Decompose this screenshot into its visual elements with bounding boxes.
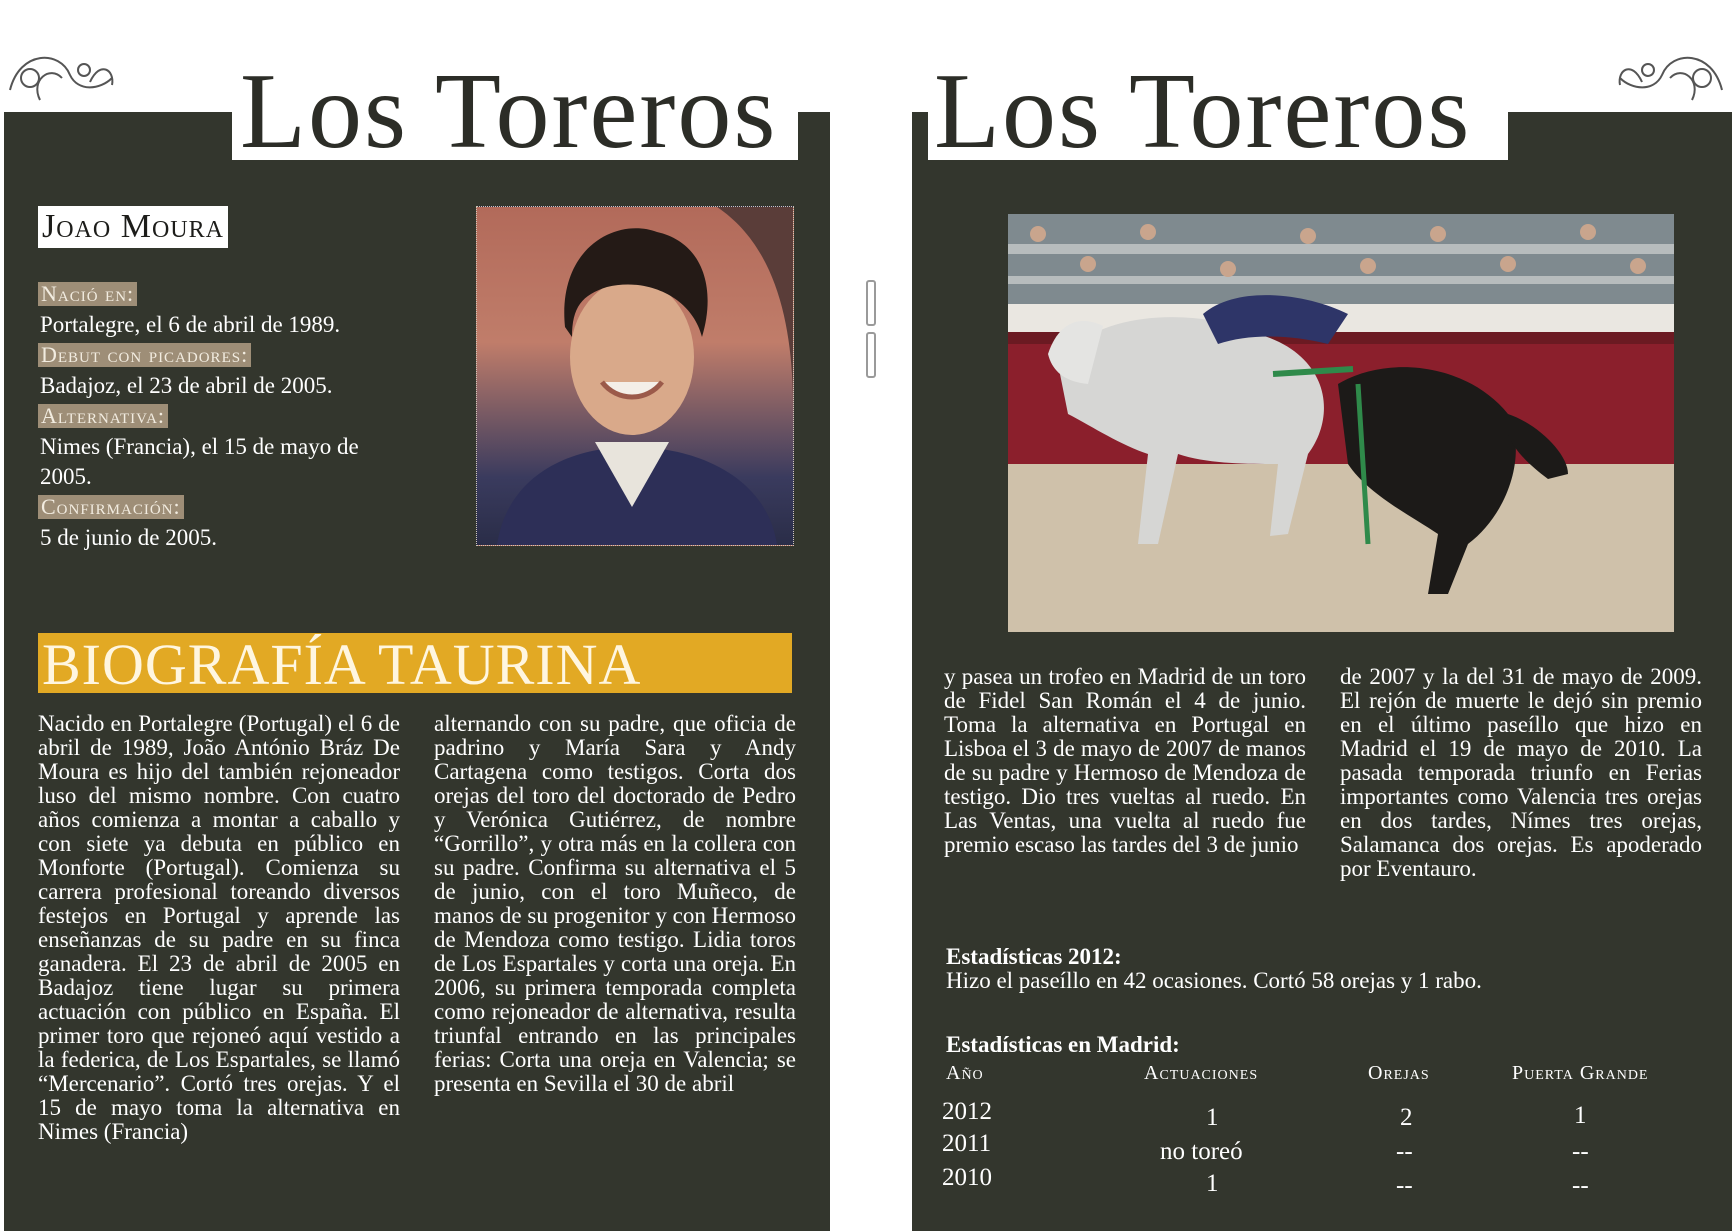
- table-header-orejas: Orejas: [1368, 1062, 1430, 1084]
- table-cell: 2012: [942, 1098, 992, 1125]
- field-label-confirmacion: Confirmación:: [38, 495, 184, 519]
- field-label-debut: Debut con picadores:: [38, 343, 251, 367]
- right-page-title: Los Toreros: [934, 52, 1472, 171]
- staple-bottom: [866, 332, 876, 378]
- field-value-debut: Badajoz, el 23 de abril de 2005.: [40, 373, 333, 398]
- ornament-left-icon: [0, 30, 120, 110]
- bio-column-3: y pasea un trofeo en Madrid de un toro de Fidel San Román el 4 de junio. Toma la alternativa en Portugal en Lisboa el 3 de mayo de 2007 de manos de su padre y Hermoso de Mendoza de testigo. Dio tres vueltas al ruedo. En Las Ventas, una vuelta al ruedo fue premio escaso las tardes del 3 de junio: [944, 664, 1306, 857]
- table-header-actuaciones: Actuaciones: [1144, 1062, 1259, 1084]
- table-cell: 2011: [942, 1130, 992, 1157]
- bio-column-1: Nacido en Portalegre (Portugal) el 6 de abril de 1989, João António Bráz De Moura es hijo del también rejoneador luso del mismo nombre. Con cuatro años comienza a montar a caballo y con siete ya debuta en público en Monforte (Portugal). Comienza su carrera profesional toreando diversos festejos en Portugal y aprende las enseñanzas de su padre en su finca ganadera. El 23 de abril de 2005 en Badajoz tiene lugar su primera actuación con público en España. El primer toro que rejoneó aquí vestido a la federica, de Los Espartales, se llamó “Mercenario”. Cortó tres orejas. Y el 15 de mayo toma la alternativa en Nimes (Francia): [38, 711, 400, 1144]
- table-cell: --: [1572, 1172, 1589, 1199]
- field-value-alternativa: Nimes (Francia), el 15 de mayo de 2005.: [40, 434, 359, 489]
- table-cell: 1: [1206, 1170, 1219, 1197]
- torero-name: Joao Moura: [38, 206, 228, 248]
- stats-2012-text: Hizo el paseíllo en 42 ocasiones. Cortó 58 orejas y 1 rabo.: [946, 968, 1482, 993]
- table-cell: 1: [1206, 1104, 1219, 1131]
- field-label-alternativa: Alternativa:: [38, 404, 168, 428]
- bio-column-4: de 2007 y la del 31 de mayo de 2009. El rejón de muerte le dejó sin premio en el último paseíllo que hizo en Madrid el 19 de mayo de 2010. La pasada temporada triunfo en Ferias importantes como Valencia tres orejas en dos tardes, Nímes tres orejas, Salamanca dos orejas. Es apoderado por Eventauro.: [1340, 664, 1702, 881]
- table-cell: --: [1396, 1138, 1413, 1165]
- torero-portrait-photo: [476, 206, 794, 546]
- staple-top: [866, 280, 876, 326]
- table-cell: no toreó: [1160, 1138, 1243, 1165]
- field-value-confirmacion: 5 de junio de 2005.: [40, 525, 217, 550]
- table-cell: 2010: [942, 1164, 992, 1191]
- left-page-title: Los Toreros: [240, 52, 778, 171]
- rejoneador-action-photo: [1008, 214, 1674, 632]
- table-header-year: Año: [946, 1062, 984, 1084]
- field-label-birth: Nació en:: [38, 282, 137, 306]
- table-cell: 2: [1400, 1104, 1413, 1131]
- table-header-puerta-grande: Puerta Grande: [1512, 1062, 1649, 1084]
- stats-madrid-title: Estadísticas en Madrid:: [946, 1032, 1180, 1057]
- table-cell: 1: [1574, 1102, 1587, 1129]
- table-cell: --: [1396, 1172, 1413, 1199]
- stats-2012-title: Estadísticas 2012:: [946, 944, 1122, 969]
- bio-column-2: alternando con su padre, que oficia de padrino y María Sara y Andy Cartagena como testigos. Corta dos orejas del toro del doctorado de Pedro y Verónica Gutiérrez, de nombre “Gorrillo”, y otra más en la collera con su padre. Confirma su alternativa el 5 de junio, con el toro Muñeco, de manos de su progenitor y con Hermoso de Mendoza como testigo. Lidia toros de Los Espartales y corta una oreja. En 2006, su primera temporada completa como rejoneador de alternativa, resulta triunfal entrando en las principales ferias: Corta una oreja en Valencia; se presenta en Sevilla el 30 de abril: [434, 711, 796, 1096]
- table-cell: --: [1572, 1138, 1589, 1165]
- field-value-birth: Portalegre, el 6 de abril de 1989.: [40, 312, 341, 337]
- bio-heading: BIOGRAFÍA TAURINA: [38, 633, 792, 693]
- ornament-right-icon: [1612, 30, 1732, 110]
